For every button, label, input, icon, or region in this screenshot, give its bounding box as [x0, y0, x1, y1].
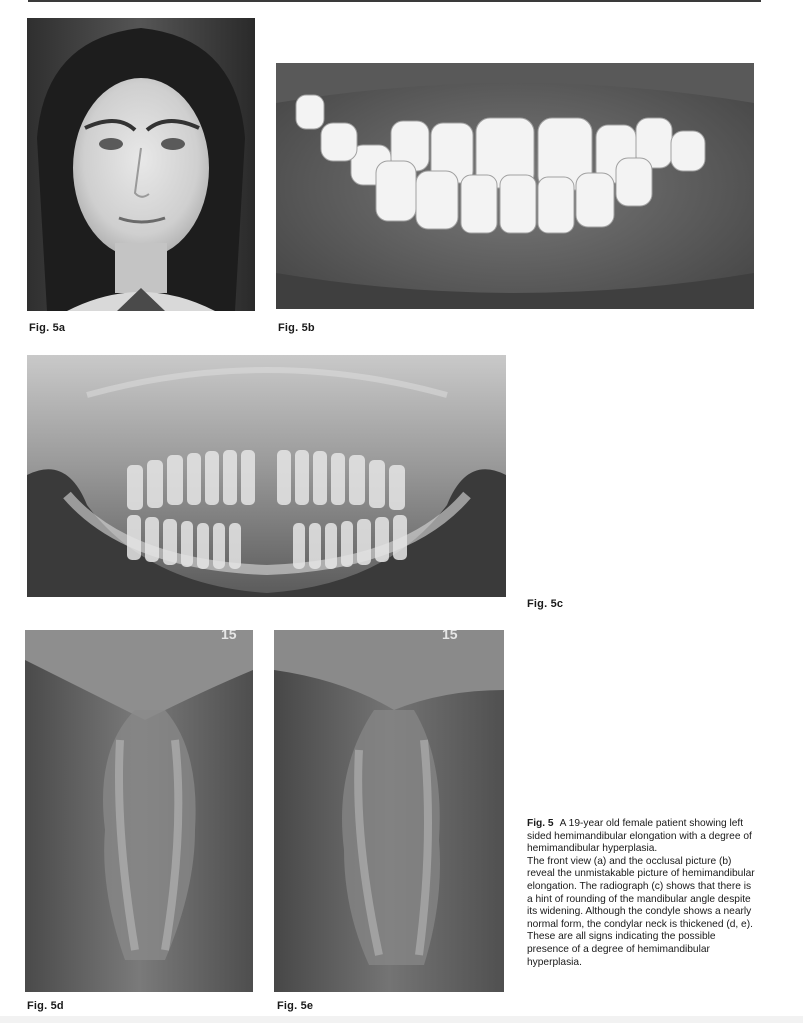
figure-5d-condyle-radiograph: [25, 630, 253, 992]
top-rule: [28, 0, 761, 2]
caption-label: Fig. 5: [527, 818, 554, 829]
figure-5e-film-marker: 15: [442, 630, 458, 642]
figure-5a-label: Fig. 5a: [29, 322, 66, 334]
figure-5-caption: [527, 818, 757, 969]
figure-5b-occlusal-photo: [276, 63, 754, 309]
figure-5c-label: Fig. 5c: [527, 598, 564, 610]
figure-5e-label: Fig. 5e: [277, 1000, 314, 1012]
figure-5a-portrait: [27, 18, 255, 311]
bottom-margin: [0, 1016, 803, 1023]
caption-body: The front view (a) and the occlusal picture (b) reveal the unmistakable picture of hemimandibular elongation. The radiograph (c) shows that there is a hint of rounding of the mandibular angle despite its widening. Although the condyle shows a nearly normal form, the condylar neck is thickened (d, e). These are all signs indicating the possible presence of a degree of hemimandibular hyperplasia.: [527, 855, 755, 968]
figure-5c-panoramic-radiograph: [27, 355, 506, 597]
caption-title: A 19-year old female patient showing left sided hemimandibular elongation with a degree of hemimandibular hyperplasia.: [527, 818, 752, 855]
figure-5d-film-marker: 15: [221, 630, 237, 642]
figure-5b-label: Fig. 5b: [278, 322, 315, 334]
figure-5e-condyle-radiograph: [274, 630, 504, 992]
caption-title-paragraph: [527, 818, 757, 856]
figure-5d-label: Fig. 5d: [27, 1000, 64, 1012]
